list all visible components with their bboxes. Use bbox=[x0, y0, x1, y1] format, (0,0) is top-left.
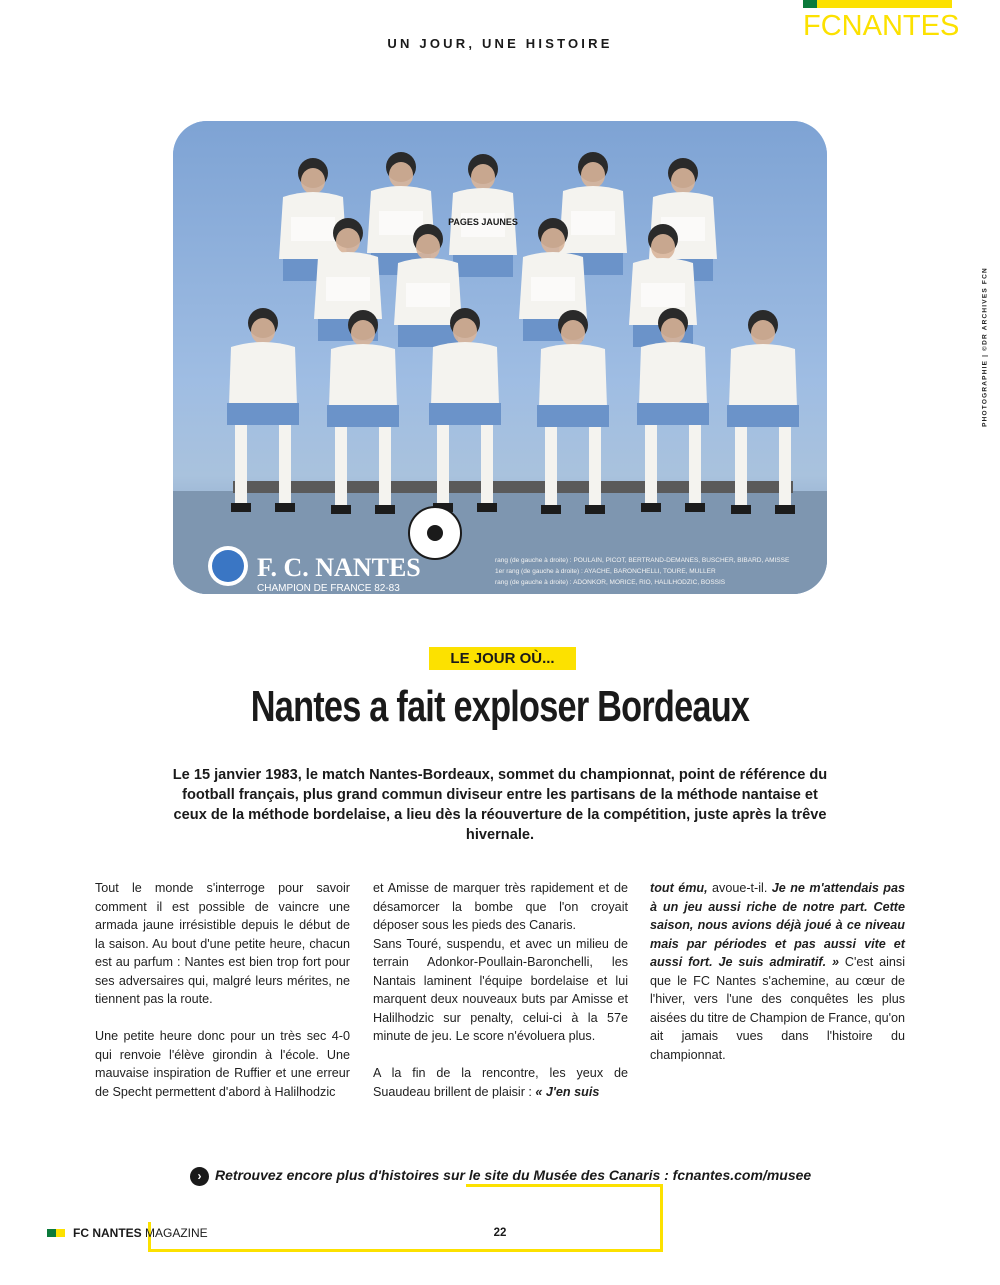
photo-title: F. C. NANTES bbox=[257, 553, 421, 582]
paragraph: Tout le monde s'interroge pour savoir comment il est possible de vaincre une armada jaune irrésistible depuis le début de la saison. Au bout d'une petite heure, chacun est au parfum : Nantes est bien trop fort pour ses adversaires qui, malgré leurs mérites, ne tiennent pas la route. bbox=[95, 881, 350, 1006]
paragraph: tout ému, avoue-t-il. Je ne m'attendais pas à un jeu aussi riche de notre part. Cette saison, nous avions déjà joué à ce niveau mais par périodes et pas aussi vite et aussi fort. Je suis admiratif. » C'est ainsi que le FC Nantes s'achemine, au cœur de l'hiver, vers l'une des conquêtes les plus aisées du titre de Champion de France, qu'on ait jamais vues dans l'histoire du championnat. bbox=[650, 881, 906, 1062]
footer-brand: FC NANTES MAGAZINE bbox=[73, 1226, 208, 1240]
page-number: 22 bbox=[493, 1227, 507, 1239]
article-lead: Le 15 janvier 1983, le match Nantes-Bordeaux, sommet du championnat, point de référence du football français, plus grand commun diviseur entre les partisans de la méthode nantaise et ceux de la méthode bordelaise, a lieu dès la réouverture de la compétition, juste après la trêve hivernale. bbox=[172, 767, 828, 843]
article-column-3 bbox=[650, 879, 905, 1064]
brand-color-bar bbox=[803, 0, 952, 8]
footer-yellow-square bbox=[56, 1229, 65, 1237]
photo-subtitle: CHAMPION DE FRANCE 82-83 bbox=[257, 583, 400, 594]
brand-logo: FCNANTES bbox=[803, 10, 960, 42]
article-headline: Nantes a fait exploser Bordeaux bbox=[250, 682, 750, 731]
paragraph: Sans Touré, suspendu, et avec un milieu de terrain Adonkor-Poullain-Baronchelli, les Nantais laminent l'équipe bordelaise et lui marquent deux nouveaux buts par Amisse et Halilhodzic sur penalty, celui-ci à la 57e minute de jeu. Le score n'évoluera plus. bbox=[373, 936, 628, 1043]
team-photo bbox=[173, 121, 827, 594]
article-tag: LE JOUR OÙ... bbox=[429, 647, 576, 670]
paragraph: Une petite heure donc pour un très sec 4-0 qui renvoie l'élève girondin à l'école. Une mauvaise inspiration de Ruffier et une erreur de Specht permettent d'abord à Halilhodzic bbox=[95, 1029, 350, 1099]
museum-link[interactable]: › Retrouvez encore plus d'histoires sur le site du Musée des Canaris : fcnantes.com/musee bbox=[190, 1165, 830, 1185]
photo-credit: PHOTOGRAPHIE | ©DR ARCHIVES FCN bbox=[981, 267, 989, 427]
section-title: UN JOUR, UNE HISTOIRE bbox=[387, 36, 613, 51]
footer-green-square bbox=[47, 1229, 56, 1237]
photo-caption-line-2: 1er rang (de gauche à droite) : AYACHE, BARONCHELLI, TOURE, MULLER bbox=[495, 568, 716, 575]
photo-caption-line-3: rang (de gauche à droite) : ADONKOR, MORICE, RIO, HALILHODZIC, BOSSIS bbox=[495, 579, 726, 586]
jersey-sponsor: PAGES JAUNES bbox=[448, 217, 518, 227]
paragraph: et Amisse de marquer très rapidement et de désamorcer la bombe que l'on croyait déposer sous les pieds des Canaris. bbox=[373, 881, 628, 932]
paragraph: A la fin de la rencontre, les yeux de Suaudeau brillent de plaisir : « J'en suis bbox=[373, 1066, 628, 1099]
frame-mask bbox=[148, 1184, 466, 1222]
article-column-1 bbox=[95, 879, 350, 1101]
arrow-right-icon: › bbox=[190, 1167, 209, 1186]
photo-caption-line-1: rang (de gauche à droite) : POULAIN, PICOT, BERTRAND-DEMANES, BUSCHER, BIBARD, AMISSE bbox=[495, 557, 790, 564]
article-column-2 bbox=[373, 879, 628, 1101]
